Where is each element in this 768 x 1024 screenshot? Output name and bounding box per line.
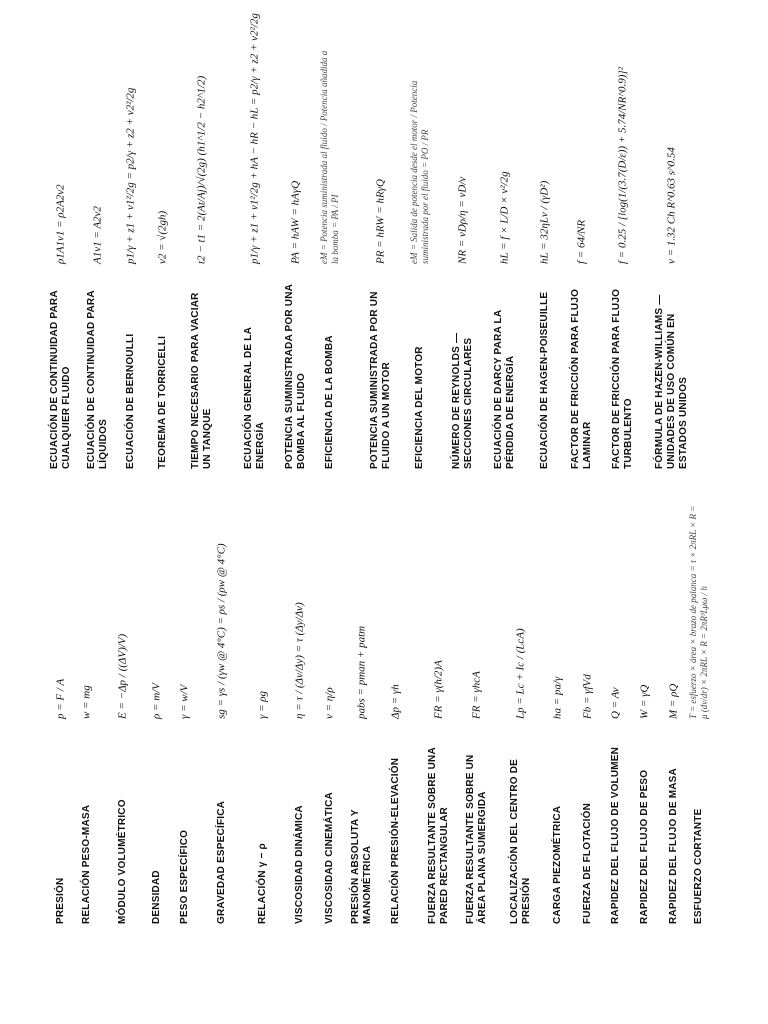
formula-label: EFICIENCIA DE LA BOMBA xyxy=(324,335,335,469)
formula-label: FACTOR DE FRICCIÓN PARA FLUJO LAMINAR xyxy=(570,288,593,469)
formula-expression: FR = γ(h/2)A xyxy=(432,660,445,719)
formula-label: ESFUERZO CORTANTE xyxy=(693,808,704,924)
formula-expression: γ = w/V xyxy=(178,684,191,719)
formula-expression: NR = vDρ/η = vD/ν xyxy=(456,176,469,264)
formula-label: CARGA PIEZOMÉTRICA xyxy=(552,805,563,924)
formula-label: NÚMERO DE REYNOLDS —SECCIONES CIRCULARES xyxy=(451,332,474,469)
formula-expression: ρ = m/V xyxy=(150,683,163,719)
formula-expression: A1v1 = A2v2 xyxy=(91,206,104,264)
formula-label: MÓDULO VOLUMÉTRICO xyxy=(117,799,128,924)
formula-label: GRAVEDAD ESPECÍFICA xyxy=(216,800,227,924)
formula-expression: pabs = pman + patm xyxy=(355,625,368,719)
formula-label: VISCOSIDAD DINÁMICA xyxy=(294,805,305,924)
formula-label: FÓRMULA DE HAZEN-WILLIAMS —UNIDADES DE USO COMÚN EN ESTADOS UNIDOS xyxy=(654,294,689,469)
formula-label: DENSIDAD xyxy=(151,870,162,924)
formula-label: PRESIÓN ABSOLUTA Y MANOMÉTRICA xyxy=(350,809,373,924)
formula-label: RELACIÓN γ − ρ xyxy=(257,843,268,924)
formula-label: POTENCIA SUMINISTRADA POR UNA BOMBA AL FLUIDO xyxy=(284,284,307,469)
formula-expression: eM = Salida de potencia desde el motor / Potencia suministrada por el fluido = PO / PR xyxy=(409,80,430,264)
formula-label: RELACIÓN PRESIÓN-ELEVACIÓN xyxy=(390,757,401,924)
formula-label: PRESIÓN xyxy=(55,877,66,924)
formula-label: RAPIDEZ DEL FLUJO DE VOLUMEN xyxy=(610,746,621,924)
formula-expression: f = 64/NR xyxy=(575,219,588,264)
formula-label: ECUACIÓN DE DARCY PARA LA PÉRDIDA DE ENERGÍA xyxy=(493,310,516,469)
formula-expression: w = mg xyxy=(80,685,93,719)
formula-expression: hL = 32ηLv / (γD²) xyxy=(538,180,551,264)
formula-expression: v = 1.32 Ch R^0.63 s^0.54 xyxy=(665,147,678,264)
formula-expression: eM = Potencia suministrada al fluido / Potencia añadida a la bomba = PA / PI xyxy=(319,50,340,264)
formula-label: FUERZA RESULTANTE SOBRE UNA PARED RECTANGULAR xyxy=(427,747,450,924)
formula-label: LOCALIZACIÓN DEL CENTRO DE PRESIÓN xyxy=(509,758,532,924)
formula-expression: PA = hAW = hAγQ xyxy=(289,180,302,264)
formula-expression: η = τ / (Δv/Δy) = τ (Δy/Δv) xyxy=(293,602,306,719)
formula-expression: p1/γ + z1 + v1²/2g + hA − hR − hL = p2/γ + z2 + v2²/2g xyxy=(248,13,261,264)
formula-expression: ha = pa/γ xyxy=(551,676,564,719)
formula-expression: p = F / A xyxy=(54,678,67,719)
formula-label: FACTOR DE FRICCIÓN PARA FLUJO TURBULENTO xyxy=(611,288,634,469)
formula-label: ECUACIÓN GENERAL DE LA ENERGÍA xyxy=(243,327,266,469)
formula-expression: ρ1A1v1 = ρ2A2v2 xyxy=(54,184,67,264)
formula-expression: Δp = γh xyxy=(389,684,402,719)
formula-expression: M = ρQ xyxy=(667,683,680,719)
formula-label: EFICIENCIA DEL MOTOR xyxy=(414,346,425,469)
formula-expression: v2 = √(2gh) xyxy=(156,210,169,264)
formula-label: TEOREMA DE TORRICELLI xyxy=(157,335,168,469)
formula-label: ECUACIÓN DE CONTINUIDAD PARA LÍQUIDOS xyxy=(86,290,109,469)
formula-expression: W = γQ xyxy=(638,684,651,719)
formula-expression: p1/γ + z1 + v1²/2g = p2/γ + z2 + v2²/2g xyxy=(124,87,137,264)
formula-label: ECUACIÓN DE BERNOULLI xyxy=(125,333,136,469)
formula-expression: Q = Av xyxy=(609,687,622,719)
formula-expression: γ = ρg xyxy=(256,690,269,719)
formula-label: RELACIÓN PESO-MASA xyxy=(81,804,92,924)
formula-expression: T = esfuerzo × área × brazo de palanca = τ × 2πRL × R = μ (dv/dr) × 2πRL × R = 2πR³Lμω / h xyxy=(688,505,709,719)
formula-label: FUERZA RESULTANTE SOBRE UN ÁREA PLANA SUMERGIDA xyxy=(465,754,488,924)
formula-expression: t2 − t1 = 2(At/Aj)/√(2g) (h1^1/2 − h2^1/2) xyxy=(195,75,208,264)
formula-label: RAPIDEZ DEL FLUJO DE PESO xyxy=(639,769,650,924)
formula-label: TIEMPO NECESARIO PARA VACIAR UN TANQUE xyxy=(190,292,213,469)
formula-label: PESO ESPECÍFICO xyxy=(179,829,190,924)
formula-label: ECUACIÓN DE HAGEN-POISEUILLE xyxy=(539,291,550,469)
formula-expression: Lp = Lc + Ic / (LcA) xyxy=(514,628,527,719)
formula-label: VISCOSIDAD CINEMÁTICA xyxy=(324,792,335,924)
formula-expression: PR = hRW = hRγQ xyxy=(374,179,387,264)
formula-expression: Fb = γfVd xyxy=(581,674,594,719)
formula-label: POTENCIA SUMINISTRADA POR UN FLUIDO A UN MOTOR xyxy=(369,291,392,469)
formula-expression: hL = f × L/D × v²/2g xyxy=(498,171,511,264)
formula-expression: FR = γhcA xyxy=(470,671,483,719)
formula-expression: sg = γs / (γw @ 4°C) = ρs / (ρw @ 4°C) xyxy=(215,543,228,719)
formula-expression: f = 0.25 / [log(1/(3.7(D/ε)) + 5.74/NR^0.9)]² xyxy=(616,67,629,264)
formula-label: ECUACIÓN DE CONTINUIDAD PARA CUALQUIER FLUIDO xyxy=(49,290,72,469)
formula-expression: E = −Δp / ((ΔV)/V) xyxy=(116,633,129,719)
formula-label: RAPIDEZ DEL FLUJO DE MASA xyxy=(668,768,679,924)
formula-label: FUERZA DE FLOTACIÓN xyxy=(582,802,593,924)
formula-expression: ν = η/ρ xyxy=(323,687,336,719)
